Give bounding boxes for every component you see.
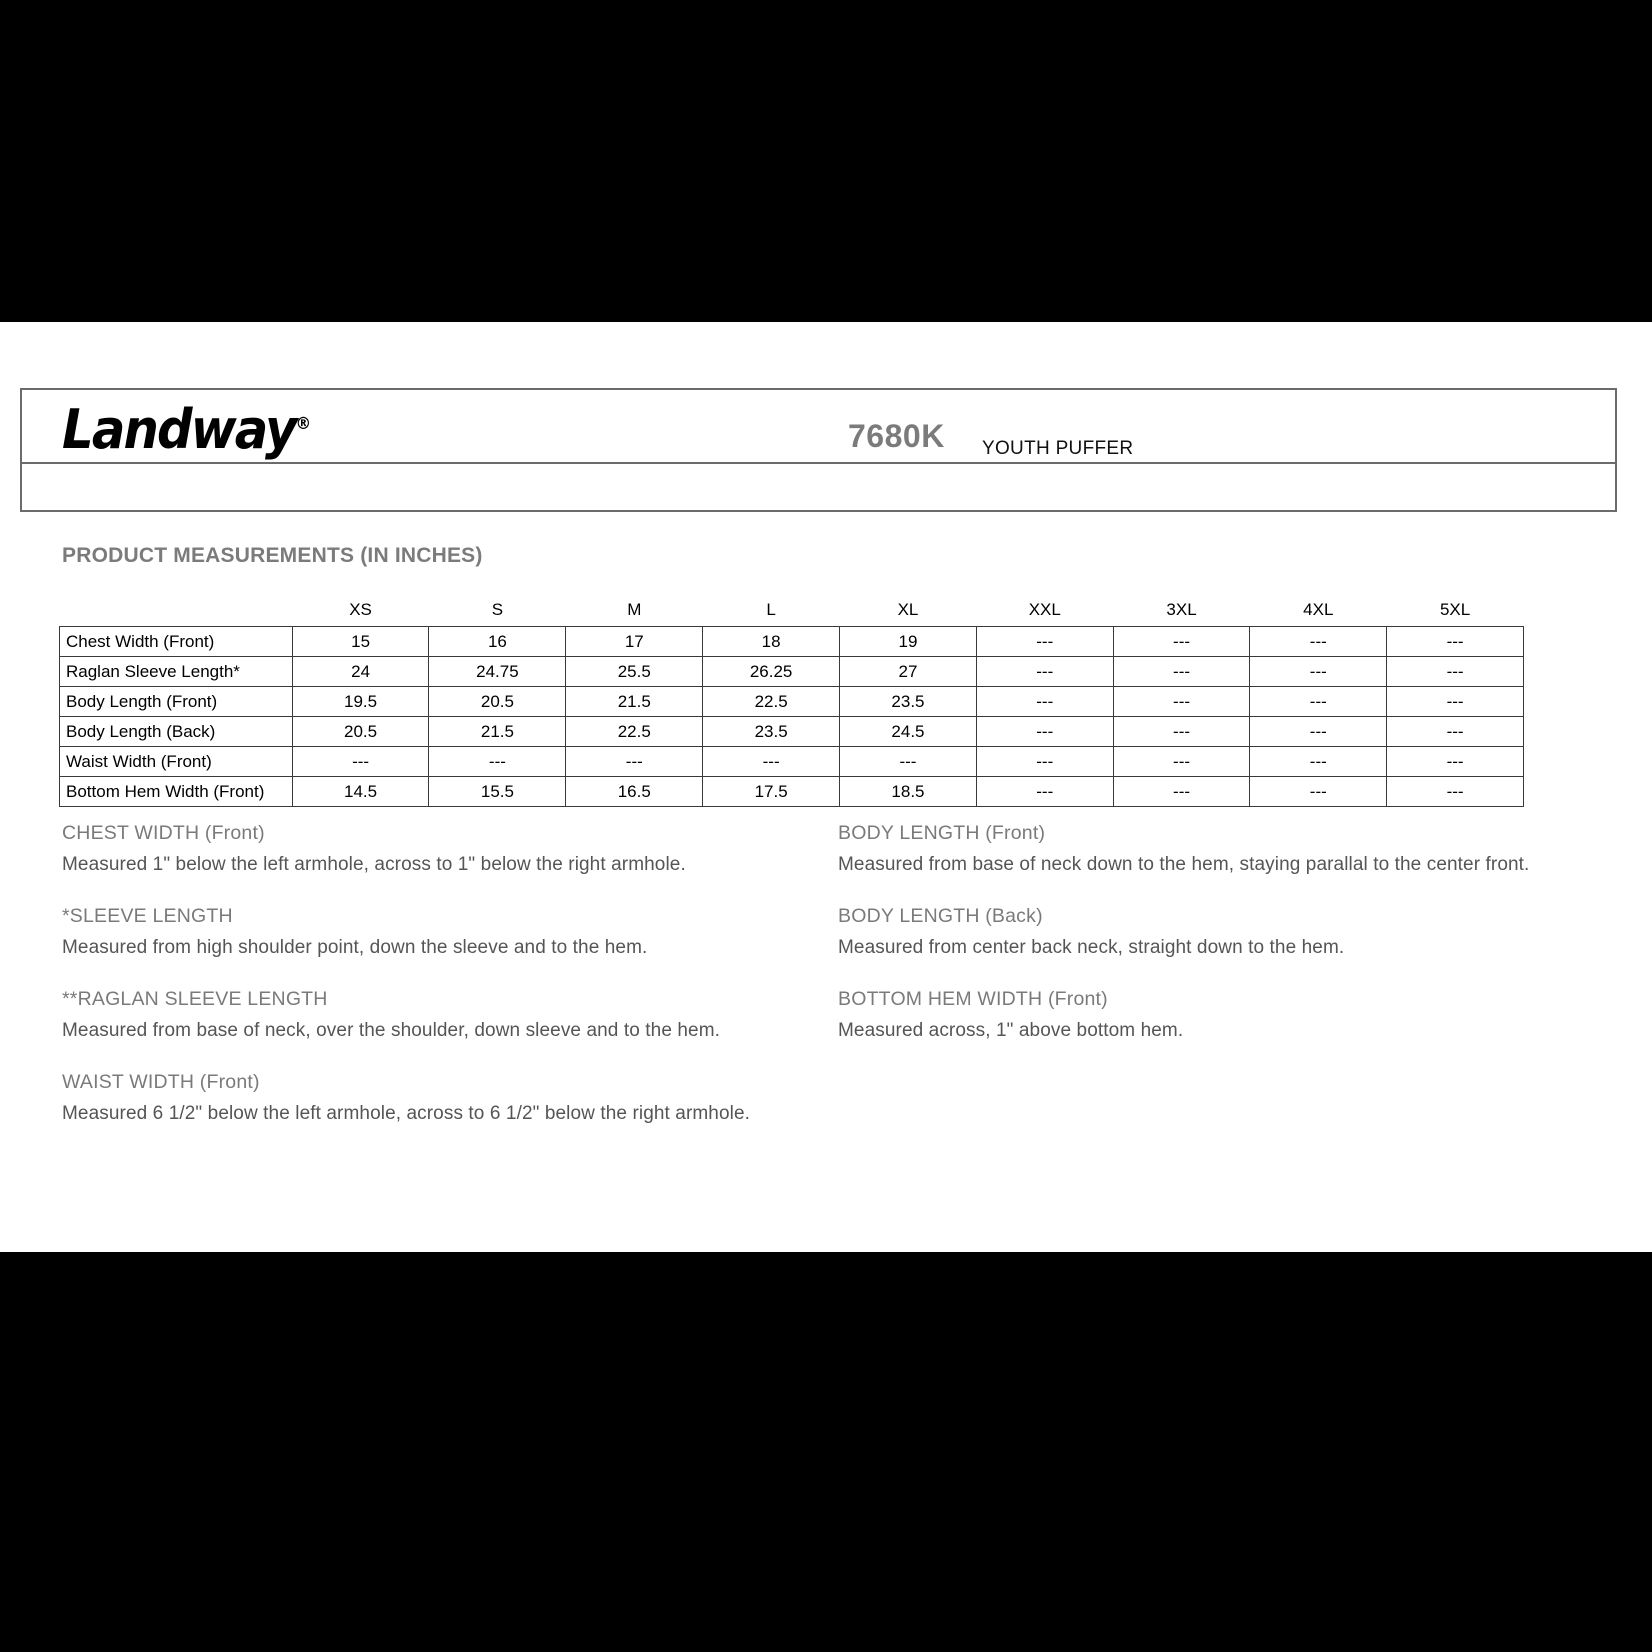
measurement-value: --- bbox=[1250, 687, 1387, 717]
table-row bbox=[60, 627, 1524, 657]
landway-logo bbox=[62, 398, 311, 461]
measurement-value: --- bbox=[976, 717, 1113, 747]
measurement-value: --- bbox=[1113, 687, 1250, 717]
definition-block bbox=[62, 822, 822, 876]
definition-block bbox=[62, 988, 822, 1042]
brand-header-band bbox=[20, 388, 1617, 464]
measurement-label: Chest Width (Front) bbox=[60, 627, 293, 657]
definition-title: *SLEEVE LENGTH bbox=[62, 905, 233, 927]
definition-body: Measured from base of neck down to the hem, staying parallal to the center front. bbox=[838, 854, 1530, 875]
measurement-label: Bottom Hem Width (Front) bbox=[60, 777, 293, 807]
measurement-value: 24.5 bbox=[840, 717, 977, 747]
size-header-4xl: 4XL bbox=[1303, 600, 1334, 619]
definition-title: **RAGLAN SLEEVE LENGTH bbox=[62, 988, 328, 1010]
definition-body: Measured from high shoulder point, down the sleeve and to the hem. bbox=[62, 937, 648, 958]
measurement-value: --- bbox=[976, 657, 1113, 687]
measurement-value: 24 bbox=[292, 657, 429, 687]
table-row bbox=[60, 777, 1524, 807]
measurement-value: --- bbox=[1113, 717, 1250, 747]
definitions-column-right bbox=[838, 822, 1608, 1071]
measurement-value: --- bbox=[976, 627, 1113, 657]
spec-sheet-page bbox=[0, 322, 1652, 1252]
definition-body: Measured 6 1/2" below the left armhole, across to 6 1/2" below the right armhole. bbox=[62, 1103, 751, 1124]
measurement-value: --- bbox=[292, 747, 429, 777]
measurement-value: --- bbox=[1250, 657, 1387, 687]
size-header-3xl: 3XL bbox=[1166, 600, 1197, 619]
definition-title: WAIST WIDTH (Front) bbox=[62, 1071, 260, 1093]
measurement-value: 18.5 bbox=[840, 777, 977, 807]
measurement-value: 27 bbox=[840, 657, 977, 687]
measurement-value: --- bbox=[976, 777, 1113, 807]
measurement-value: --- bbox=[1113, 627, 1250, 657]
measurement-value: 17 bbox=[566, 627, 703, 657]
measurement-value: 20.5 bbox=[429, 687, 566, 717]
measurement-value: --- bbox=[1250, 717, 1387, 747]
measurement-value: 20.5 bbox=[292, 717, 429, 747]
table-body bbox=[60, 627, 1524, 807]
brand-wordmark: Landway bbox=[62, 398, 296, 461]
measurement-value: --- bbox=[1387, 717, 1524, 747]
definition-body: Measured 1" below the left armhole, across to 1" below the right armhole. bbox=[62, 854, 686, 875]
measurement-value: 21.5 bbox=[566, 687, 703, 717]
measurement-label: Waist Width (Front) bbox=[60, 747, 293, 777]
measurement-value: 15 bbox=[292, 627, 429, 657]
measurement-value: 19.5 bbox=[292, 687, 429, 717]
measurement-value: 19 bbox=[840, 627, 977, 657]
measurement-value: 22.5 bbox=[566, 717, 703, 747]
table-row bbox=[60, 687, 1524, 717]
table-row bbox=[60, 747, 1524, 777]
measurement-label: Raglan Sleeve Length* bbox=[60, 657, 293, 687]
measurement-value: 22.5 bbox=[703, 687, 840, 717]
measurement-value: 24.75 bbox=[429, 657, 566, 687]
table-row bbox=[60, 657, 1524, 687]
measurement-value: --- bbox=[429, 747, 566, 777]
measurement-value: --- bbox=[1113, 747, 1250, 777]
definition-body: Measured from center back neck, straight down to the hem. bbox=[838, 937, 1345, 958]
measurement-value: 18 bbox=[703, 627, 840, 657]
measurement-value: --- bbox=[1250, 777, 1387, 807]
measurement-label: Body Length (Front) bbox=[60, 687, 293, 717]
style-name: YOUTH PUFFER bbox=[982, 438, 1134, 459]
size-header-xxl: XXL bbox=[1028, 600, 1061, 619]
measurement-value: 23.5 bbox=[703, 717, 840, 747]
measurement-value: --- bbox=[976, 747, 1113, 777]
measurement-value: 16 bbox=[429, 627, 566, 657]
definition-block bbox=[838, 822, 1608, 876]
header-subband bbox=[20, 464, 1617, 512]
measurement-value: --- bbox=[1250, 747, 1387, 777]
measurement-value: --- bbox=[1113, 657, 1250, 687]
measurements-table bbox=[59, 594, 1524, 807]
measurement-value: 26.25 bbox=[703, 657, 840, 687]
measurement-label: Body Length (Back) bbox=[60, 717, 293, 747]
size-header-5xl: 5XL bbox=[1439, 600, 1471, 619]
measurement-value: 25.5 bbox=[566, 657, 703, 687]
definition-block bbox=[838, 905, 1608, 959]
measurement-value: --- bbox=[1387, 777, 1524, 807]
measurement-value: 17.5 bbox=[703, 777, 840, 807]
measurement-value: --- bbox=[703, 747, 840, 777]
measurement-value: --- bbox=[1387, 687, 1524, 717]
measurement-value: --- bbox=[1387, 657, 1524, 687]
measurement-value: 23.5 bbox=[840, 687, 977, 717]
measurement-value: 15.5 bbox=[429, 777, 566, 807]
measurement-value: --- bbox=[1113, 777, 1250, 807]
definition-title: BOTTOM HEM WIDTH (Front) bbox=[838, 988, 1108, 1010]
definition-block bbox=[838, 988, 1608, 1042]
definition-title: CHEST WIDTH (Front) bbox=[62, 822, 265, 844]
measurement-value: 16.5 bbox=[566, 777, 703, 807]
measurement-value: --- bbox=[1250, 627, 1387, 657]
definition-body: Measured across, 1" above bottom hem. bbox=[838, 1020, 1184, 1041]
size-header-l: L bbox=[766, 600, 776, 619]
measurement-value: --- bbox=[1387, 747, 1524, 777]
table-head bbox=[60, 594, 1524, 627]
style-number: 7680K bbox=[848, 418, 945, 454]
size-header-row bbox=[60, 594, 1524, 627]
definitions-column-left bbox=[62, 822, 822, 1154]
section-title: PRODUCT MEASUREMENTS (IN INCHES) bbox=[62, 544, 483, 567]
size-header-xs: XS bbox=[349, 600, 372, 619]
definition-title: BODY LENGTH (Back) bbox=[838, 905, 1043, 927]
table-row bbox=[60, 717, 1524, 747]
size-header-m: M bbox=[627, 600, 642, 619]
measurement-value: --- bbox=[840, 747, 977, 777]
definition-body: Measured from base of neck, over the shoulder, down sleeve and to the hem. bbox=[62, 1020, 721, 1041]
measurement-value: 21.5 bbox=[429, 717, 566, 747]
registered-trademark-icon: ® bbox=[295, 414, 312, 434]
measurement-value: --- bbox=[976, 687, 1113, 717]
table-corner-cell bbox=[60, 594, 293, 627]
measurement-value: --- bbox=[566, 747, 703, 777]
size-header-xl: XL bbox=[897, 600, 919, 619]
measurement-value: 14.5 bbox=[292, 777, 429, 807]
definition-title: BODY LENGTH (Front) bbox=[838, 822, 1046, 844]
definition-block bbox=[62, 905, 822, 959]
definition-block bbox=[62, 1071, 822, 1125]
measurement-value: --- bbox=[1387, 627, 1524, 657]
size-header-s: S bbox=[491, 600, 504, 619]
